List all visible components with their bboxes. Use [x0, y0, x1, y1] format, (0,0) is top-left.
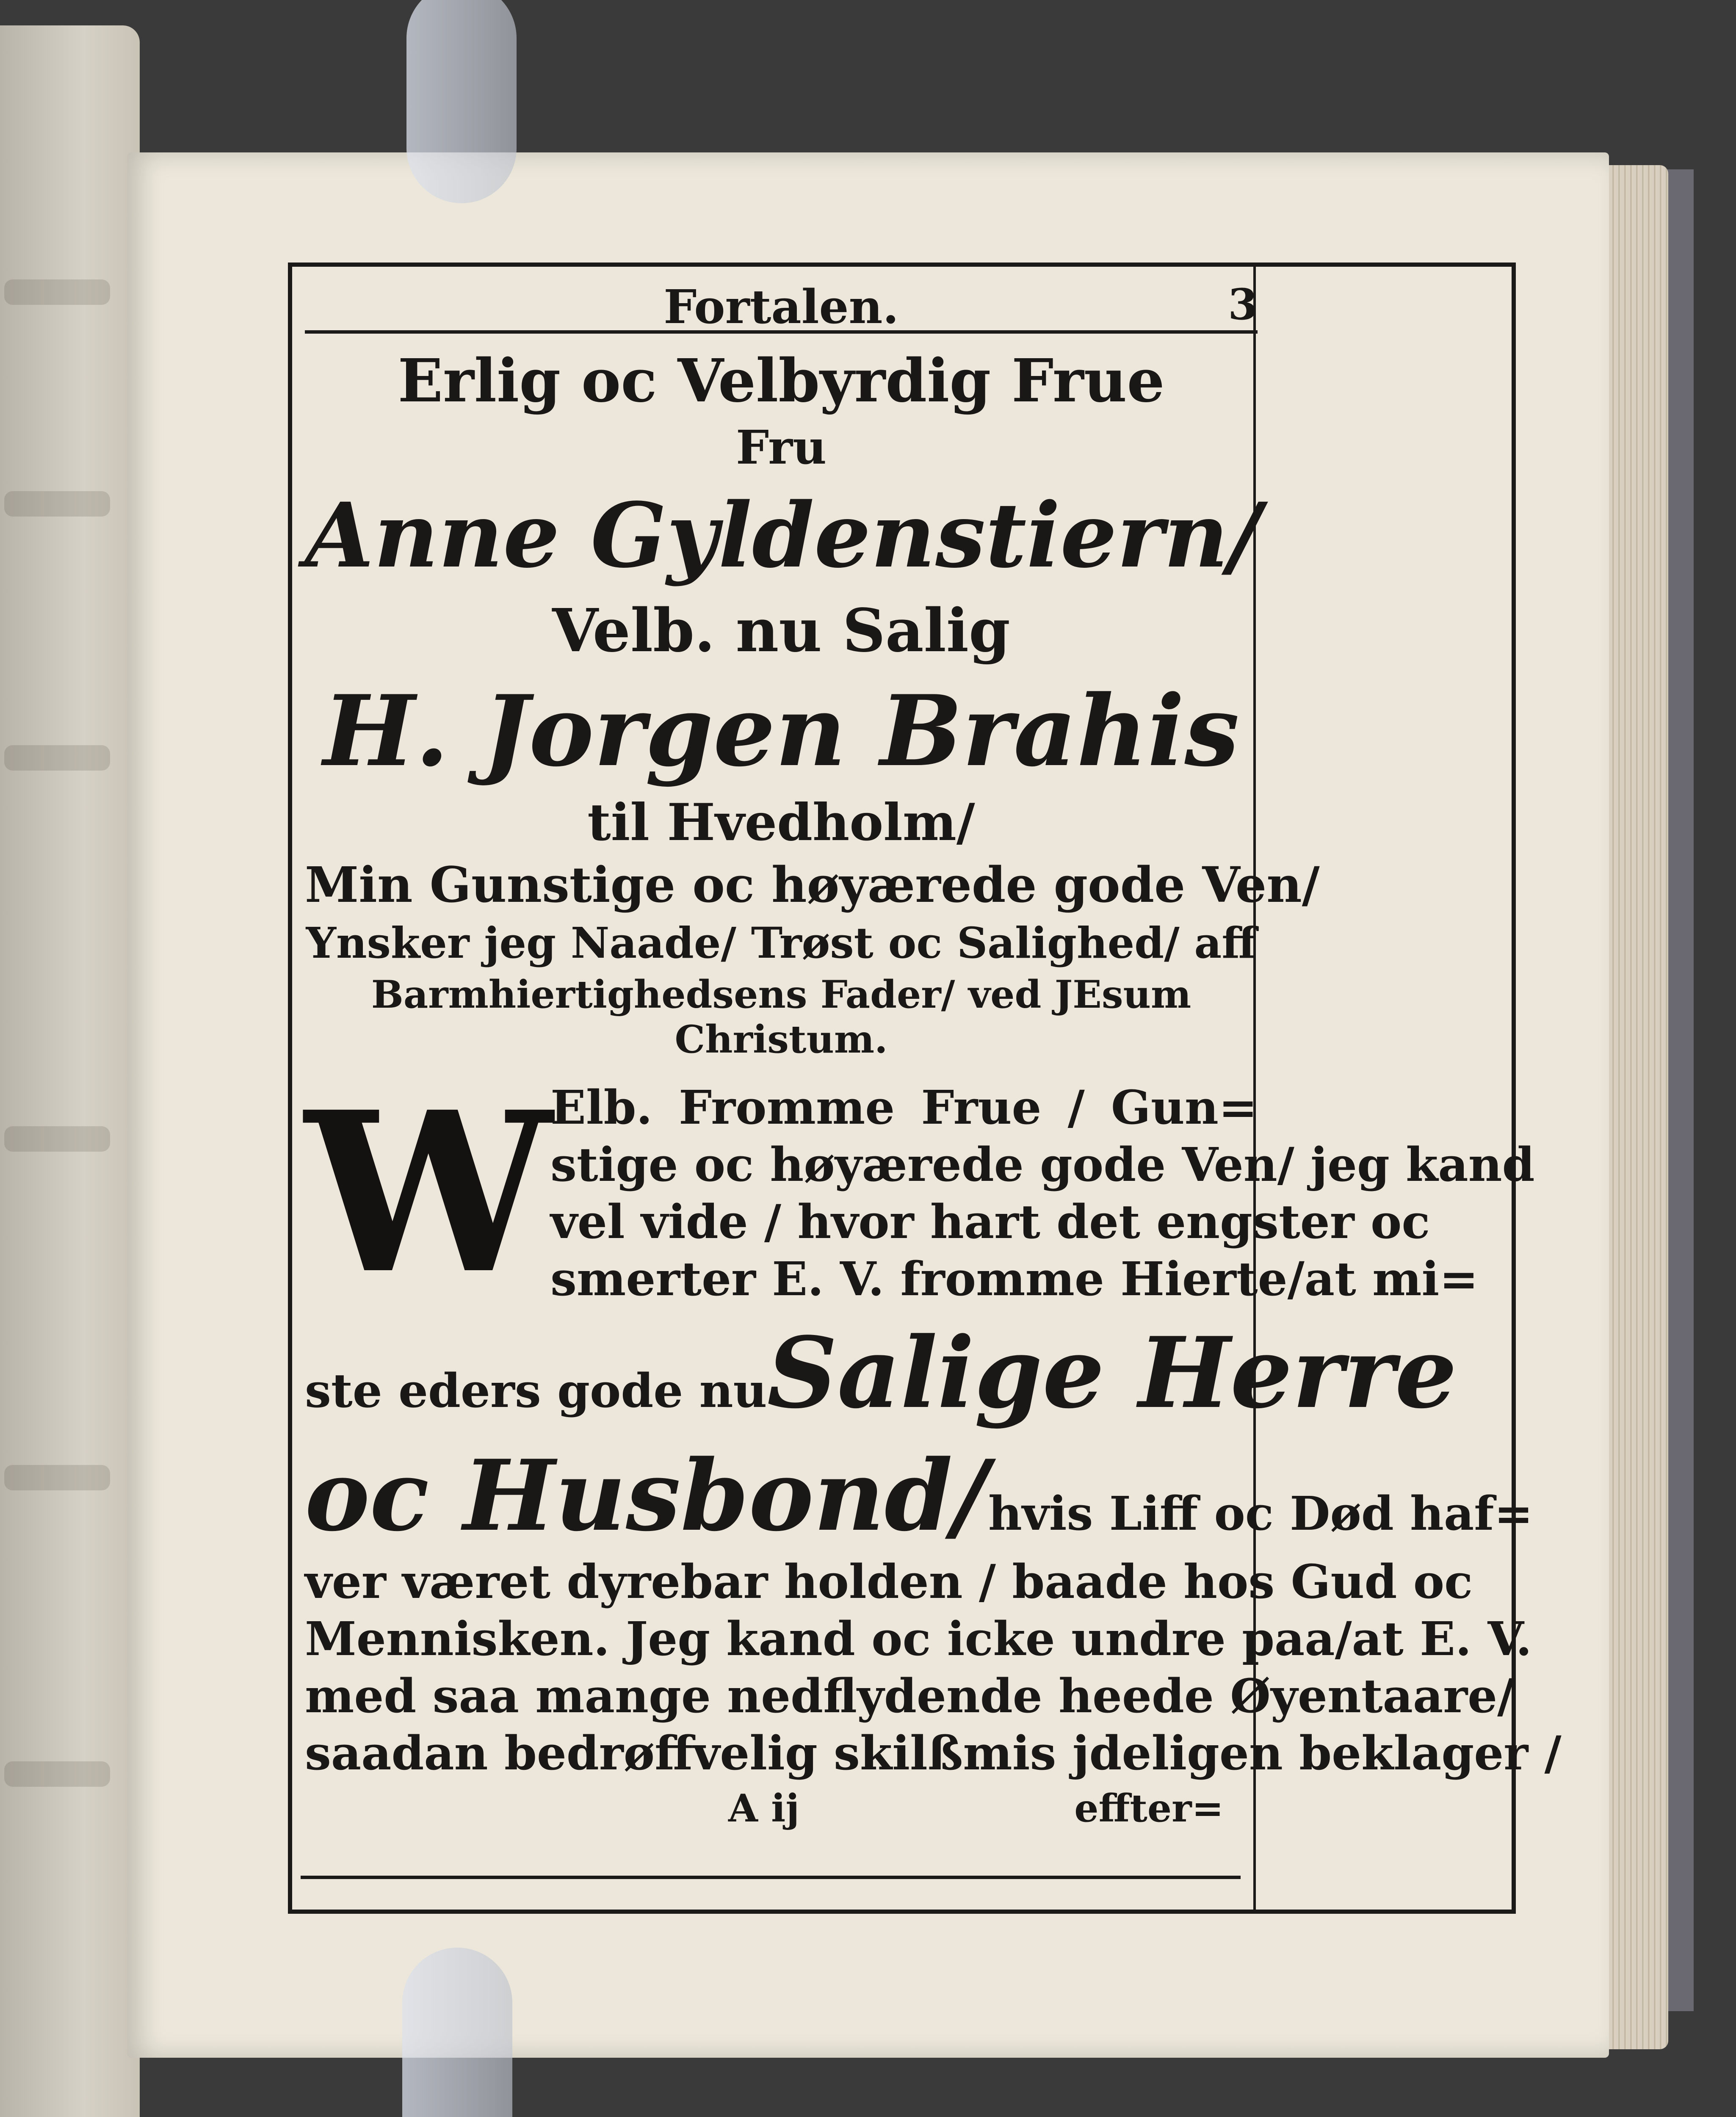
dedication-name: Anne Gyldenstiern/ — [305, 483, 1261, 588]
catchword: effter= — [1074, 1786, 1224, 1831]
body-line: ver været dyrebar holden / baade hos Gud oc — [305, 1554, 1473, 1609]
text-block — [305, 271, 1562, 1831]
page-number: 3 — [1228, 279, 1258, 329]
catchline — [305, 1786, 1258, 1831]
initial-lines — [550, 1079, 1535, 1307]
decorated-initial: W — [305, 1064, 552, 1322]
body-line — [305, 1439, 1533, 1553]
page-header — [305, 271, 1258, 334]
page-clip-bottom — [402, 1948, 512, 2117]
dedication-line: Christum. — [674, 1017, 888, 1062]
body-text: ste eders gode nu — [305, 1363, 767, 1418]
emphasis-text: oc Husbond/ — [305, 1439, 988, 1553]
body-line: stige oc høyærede gode Ven/ jeg kand — [550, 1137, 1535, 1192]
body-line: vel vide / hvor hart det engster oc — [550, 1194, 1430, 1249]
running-head: Fortalen. — [663, 279, 899, 334]
dedication-line: Velb. nu Salig — [552, 596, 1010, 666]
left-page-bleed — [4, 491, 110, 517]
body-line — [305, 1316, 1457, 1430]
dedication-line: Barmhiertighedsens Fader/ ved JEsum — [371, 972, 1191, 1017]
page-clip-top — [406, 0, 517, 203]
body-text: hvis Liff oc Død haf= — [988, 1486, 1533, 1541]
dedication-line: Erlig oc Velbyrdig Frue — [398, 346, 1165, 416]
dedication-line: til Hvedholm/ — [587, 793, 975, 852]
dedication-line: Ynsker jeg Naade/ Trøst oc Salighed/ aff — [306, 918, 1257, 968]
body-line: Elb. Fromme Frue / Gun= — [550, 1080, 1258, 1135]
left-page-bleed — [4, 745, 110, 771]
bottom-rule — [301, 1876, 1241, 1879]
body-lines — [305, 1553, 1562, 1782]
body-opening — [305, 1064, 1535, 1322]
page-edges — [1609, 165, 1668, 2049]
left-page — [0, 25, 140, 2117]
left-page-bleed — [4, 279, 110, 305]
body-line: Mennisken. Jeg kand oc icke undre paa/at E. V. — [305, 1611, 1532, 1666]
dedication-line: Fru — [735, 420, 827, 475]
signature-mark: A ij — [728, 1786, 799, 1831]
body-line: med saa mange nedflydende heede Øyentaare/ — [305, 1669, 1515, 1723]
emphasis-text: Salige Herre — [767, 1316, 1457, 1430]
dedication-name: H. Jorgen Brahis — [323, 674, 1239, 788]
dedication-line: Min Gunstige oc høyærede gode Ven/ — [305, 857, 1320, 914]
body-line: smerter E. V. fromme Hierte/at mi= — [550, 1252, 1479, 1306]
left-page-bleed — [4, 1465, 110, 1490]
body-line: saadan bedrøffvelig skilßmis jdeligen beklager / — [305, 1726, 1562, 1780]
left-page-bleed — [4, 1126, 110, 1152]
left-page-bleed — [4, 1761, 110, 1787]
